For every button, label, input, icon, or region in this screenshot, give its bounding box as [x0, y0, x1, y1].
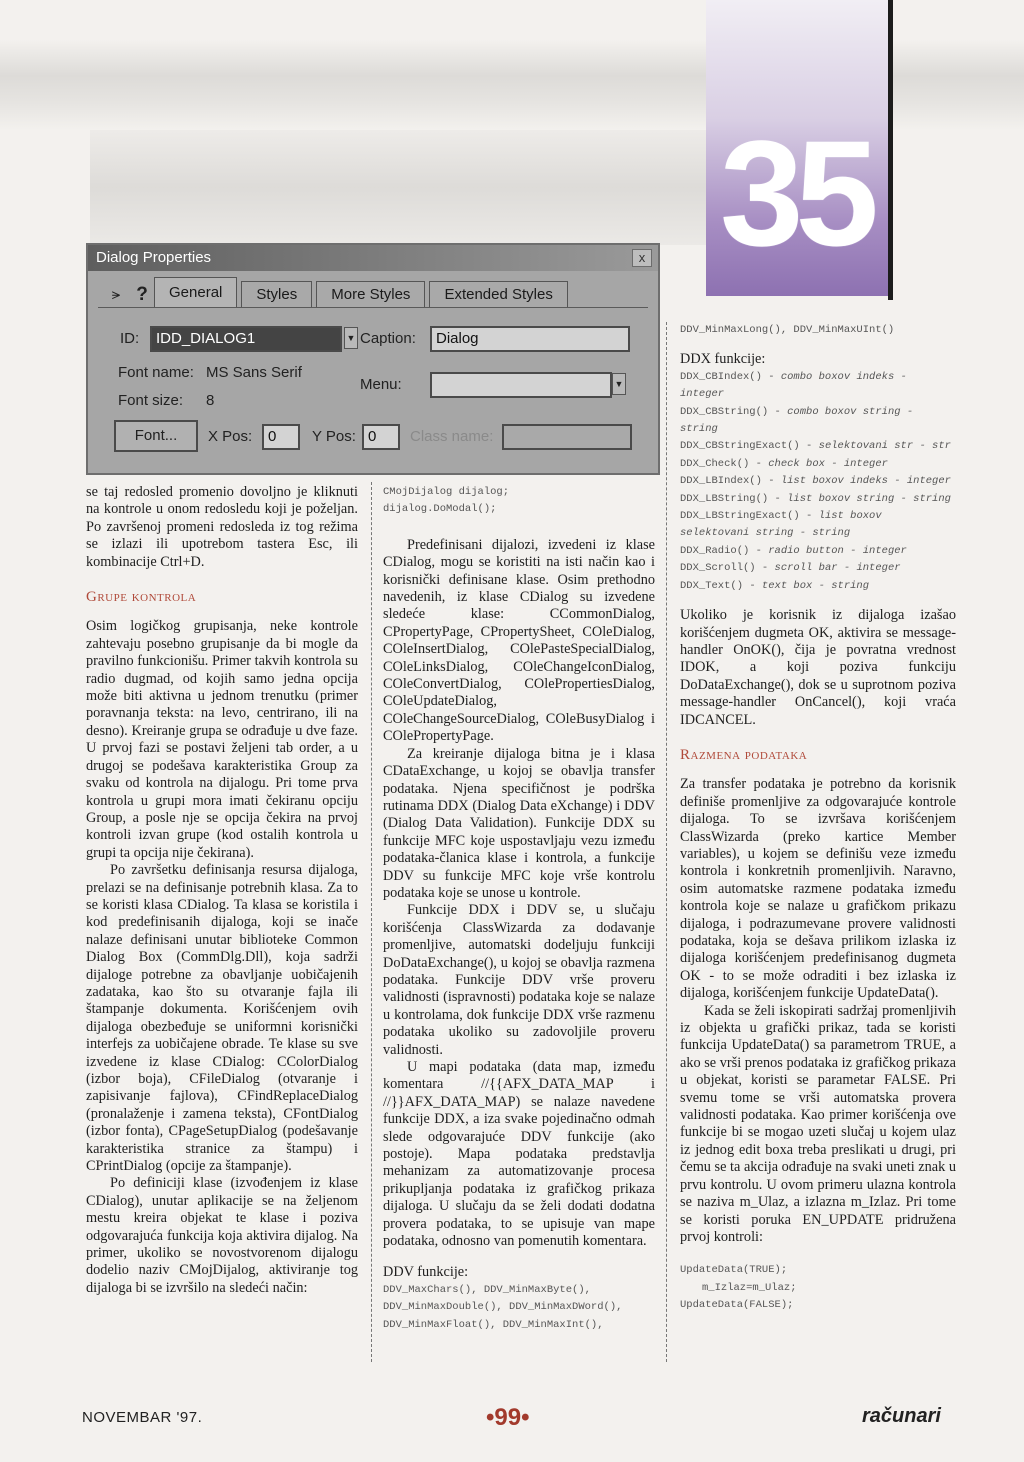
ddx-function-name: DDX_LBIndex() [680, 475, 762, 488]
column-divider-1 [371, 482, 372, 1362]
ddv-line: DDV_MinMaxFloat(), DDV_MinMaxInt(), [383, 1318, 604, 1331]
col3-paragraph-2: Za transfer podataka je potrebno da korisnik definiše promenljive za odgovarajuće kontrole dijaloga. To se izvršava korišćenjem ClassWizarda (preko kartice Member variables), u kojem se definišu veze između kontrola i konkretnih promenljivih. Naravno, osim automatske razmene podataka između kontrola koje se nalaze u grafičkom prikazu dijaloga, i podrazumevane provere validnosti podataka, koja se dešava prilikom izlaska iz dijaloga korišćenjem predefinisanog dugmeta OK - to se može odraditi i bez izlaska iz dijaloga, korišćenjem funkcije UpdateData(). [680, 776, 956, 1002]
tab-styles[interactable]: Styles [241, 281, 312, 307]
col3-paragraph-1: Ukoliko je korisnik iz dijaloga izašao korišćenjem dugmeta OK, aktivira se message-handler OnOK(), čija je povratna vrednost IDOK, a koji poziva funkciju DoDataExchange(), dok se u suprotnom poziva message-handler OnCancel(), koji vraća IDCANCEL. [680, 607, 956, 728]
ddx-function-description: list boxov string - string [787, 492, 951, 505]
ddx-function-description: list boxov indeks - integer [780, 475, 951, 488]
ddx-line [680, 456, 956, 473]
ddx-line [680, 438, 956, 455]
id-dropdown-icon[interactable]: ▼ [344, 327, 358, 349]
code-line: UpdateData(FALSE); [680, 1299, 794, 1312]
ddx-separator: - [761, 475, 781, 488]
pin-icon[interactable]: ⪫ [111, 286, 121, 303]
ddx-line [680, 560, 956, 577]
menu-dropdown-icon[interactable]: ▼ [612, 373, 626, 395]
ddx-line [680, 543, 956, 560]
col2-paragraph-1: Predefinisani dijalozi, izvedeni iz klase CDialog, mogu se koristiti na isti način kao i korisnički definisane klase. Osim prethodno navedenih, iz klase CDialog su izvedene sledeće klase: CCommonDialog, CPropertyPage, CPropertySheet, COleDialog, COleInsertDialog, COlePasteSpecialDialog, COleLinksDialog, COleChangeIconDialog, COleConvertDialog, COlePropertiesDialog, COleUpdateDialog, COleChangeSourceDialog, COleBusyDialog i COlePropertyPage. [383, 536, 655, 745]
ddx-function-description: check box - integer [768, 457, 888, 470]
ddv-line: DDV_MaxChars(), DDV_MinMaxByte(), [383, 1283, 591, 1296]
ddx-functions-label: DDX funkcije: [680, 351, 766, 368]
ddx-line [680, 473, 956, 490]
col3-heading: Razmena podataka [680, 746, 808, 763]
ddx-function-name: DDX_CBString() [680, 405, 769, 418]
close-icon[interactable]: x [632, 249, 652, 267]
ddx-function-name: DDX_CBStringExact() [680, 440, 800, 453]
help-icon[interactable]: ? [136, 284, 148, 305]
right-edge-bar [888, 0, 893, 300]
caption-label: Caption: [360, 330, 416, 347]
dialog-properties-window [86, 243, 660, 475]
footer-page-number: •99• [486, 1404, 530, 1431]
dialog-general-panel [98, 307, 648, 463]
font-name-label: Font name: [118, 364, 194, 381]
menu-label: Menu: [360, 376, 402, 393]
ddx-function-description: selektovani str - str [818, 440, 951, 453]
id-field[interactable]: IDD_DIALOG1 [150, 326, 342, 352]
ypos-label: Y Pos: [312, 428, 356, 445]
ddx-separator: - [743, 579, 762, 592]
col1-paragraph-1: Osim logičkog grupisanja, neke kontrole zahtevaju posebno grupisanje da bi mogle da pravilno funkcionišu. Primer takvih kontrola su radio dugmad, od kojih samo jedna opcija može biti aktivna u jednom trenutku (primer poravnanja teksta: na levo, centrirano, ili na desno). Kreiranje grupa se odrađuje u dve faze. U prvoj fazi se postavi željeni tab order, a u drugoj se podešava karakteristika Group za svaku od kontrola na dijalogu. Pri tome prva kontrola u grupi mora imati čekiranu opciju Group, a posle nje se opcija čekira na prvoj kontroli izvan grupe (kod ostalih kontrola u grupi ta opcija nije čekirana). [86, 618, 358, 861]
column-1 [86, 484, 358, 1297]
ddx-function-description: list boxov selektovani string - string [680, 510, 882, 540]
ddx-function-name: DDX_Scroll() [680, 562, 756, 575]
font-size-label: Font size: [118, 392, 184, 409]
ddx-separator: - [749, 457, 769, 470]
ypos-field[interactable]: 0 [362, 424, 400, 450]
id-label: ID: [120, 330, 140, 347]
background-ghost-title [90, 130, 730, 245]
col1-heading: Grupe kontrola [86, 589, 197, 606]
ddx-line [680, 404, 956, 439]
ddx-function-name: DDX_Check() [680, 457, 750, 470]
col1-intro-paragraph: se taj redosled promenio dovoljno je kliknuti na kontrole u onom redosledu koji je poželjan. Po završenoj promeni redosleda iz tog režima se izlazi ili upotrebom tastera Esc, ili kombinacije Ctrl+D. [86, 484, 358, 570]
ddx-separator: - [755, 562, 775, 575]
column-3 [680, 322, 956, 1315]
font-button[interactable]: Font... [114, 420, 198, 452]
footer-magazine-name: računari [862, 1405, 941, 1427]
col2-paragraph-4: U mapi podataka (data map, između komentara //{{AFX_DATA_MAP i //}}AFX_DATA_MAP) se nalaze navedene funkcije DDX, a iza svake pojedinačno odmah slede odgovarajuće DDV funkcije (ako postoje). Mapa podataka predstavlja mehanizam za automatizovanje procesa prikupljanja podataka iz grafičkog prikaza dijaloga. U slučaju da se želi dodati dodatna provera podataka, to se upisuje van mape podataka, odnosno van pomenutih komentara. [383, 1059, 655, 1250]
code-line: CMojDijalog dijalog; [383, 486, 510, 498]
code-line: dijalog.DoModal(); [383, 503, 497, 516]
ddx-line [680, 508, 956, 543]
ddx-function-name: DDX_LBStringExact() [680, 510, 800, 523]
tab-extended-styles[interactable]: Extended Styles [429, 281, 567, 307]
ddx-function-description: text box - string [761, 579, 870, 592]
ddx-separator: - [768, 492, 788, 505]
col2-paragraph-3: Funkcije DDX i DDV se, u slučaju korišćenja ClassWizarda za dodavanje promenljive, automatski dodeljuju funkciji DoDataExchange(), u kojoj se obavlja razmena podataka. Funkcije DDV vrše proveru validnosti (ispravnosti) podataka koje se nalaze u kontrolama, dok funkcije DDX vrše razmenu podataka ukoliko su zadovoljile proveru validnosti. [383, 902, 655, 1058]
ddx-line [680, 369, 956, 404]
ddx-line [680, 578, 956, 595]
col3-paragraph-3: Kada se želi iskopirati sadržaj promenljivih iz objekta u grafički prikaz, tada se koristi funkcija UpdateData() sa parametrom TRUE, a ako se vrši prenos podataka iz grafičkog prikaza u objekat, koristi se parametar FALSE. Pri svemu tome se vrši automatska provera validnosti podataka. Kao primer korišćenja ove funkcije bi se mogao uzeti slučaj u kojem ulaz iz jednog edit boxa treba preslikati u drugi, pri čemu se ta akcija odrađuje na svaki uneti znak u prvu kontrolu. U ovom primeru ulazna kontrola se naziva m_Ulaz, a izlazna m_Izlaz. Pri tome se koristi poruka EN_UPDATE pridružena prvoj kontroli: [680, 1002, 956, 1245]
xpos-field[interactable]: 0 [262, 424, 300, 450]
code-line: m_Izlaz=m_Ulaz; [702, 1281, 797, 1294]
ddx-function-list [680, 369, 956, 595]
ddx-function-name: DDX_Radio() [680, 544, 750, 557]
ddx-function-name: DDX_LBString() [680, 492, 769, 505]
code-line: UpdateData(TRUE); [680, 1264, 788, 1277]
ddv-line: DDV_MinMaxDouble(), DDV_MinMaxDWord(), [383, 1301, 623, 1314]
ddx-separator: - [761, 370, 781, 383]
ddx-function-name: DDX_Text() [680, 579, 744, 592]
ddx-separator: - [768, 405, 788, 418]
ddx-separator: - [749, 544, 769, 557]
col1-paragraph-2: Po završetku definisanja resursa dijaloga, prelazi se na definisanje potrebnih klasa. Za to se koristi klasa CDialog. Ta klasa se koristila i kod predefinisanih dijaloga, koji se inače nalaze definisani unutar biblioteke Common Dialog Box (CommDlg.Dll), koja sadrži dijaloge potrebne za obavljanje uobičajenih zadataka, kao što su otvaranje fajla ili štampanje dokumenta. Korišćenjem ovih dijaloga obezbeđuje se uniformni korisnički interfejs za uobičajene obrade. Te klase su sve izvedene iz klase CDialog: CColorDialog (izbor boja), CFileDialog (otvaranje i zapisivanje fajlova), CFindReplaceDialog (pronalaženje i zamena teksta), CFontDialog (izbor fonta), CPageSetupDialog (podešavanje karakteristika stranice za štampu) i CPrintDialog (opcije za štampanje). [86, 862, 358, 1175]
ddx-separator: - [799, 510, 819, 523]
class-name-field[interactable] [502, 424, 632, 450]
class-name-label: Class name: [410, 428, 494, 445]
ddx-line [680, 491, 956, 508]
caption-field[interactable]: Dialog [430, 326, 630, 352]
dialog-title: Dialog Properties [96, 249, 212, 266]
ddx-function-description: radio button - integer [768, 544, 907, 557]
dialog-title-bar [88, 245, 658, 271]
column-2 [383, 484, 655, 1334]
ddx-function-name: DDX_CBIndex() [680, 370, 762, 383]
ddx-function-description: scroll bar - integer [774, 562, 901, 575]
ddx-function-description: combo boxov indeks - integer [680, 370, 907, 401]
ddx-function-description: combo boxov string - string [680, 405, 914, 436]
section-number-box [706, 0, 888, 296]
menu-field[interactable] [430, 372, 612, 398]
font-size-value: 8 [206, 392, 215, 409]
footer-issue-date: NOVEMBAR '97. [82, 1409, 203, 1426]
tab-general[interactable]: General [154, 277, 237, 307]
ddx-separator: - [799, 440, 819, 453]
col2-paragraph-2: Za kreiranje dijaloga bitna je i klasa CDataExchange, u kojoj se obavlja transfer podataka. Njena specifičnost je podrška rutinama DDX (Dialog Data eXchange) i DDV (Dialog Data Validation). Funkcije DDX su funkcije MFC koje uspostavljaju vezu između podataka-članica klase i kontrola, a funkcije DDV su funkcije MFC koje vrše kontrolu podataka koje se unose u kontrole. [383, 745, 655, 901]
ddv-line: DDV_MinMaxLong(), DDV_MinMaxUInt() [680, 324, 895, 336]
column-divider-2 [666, 322, 667, 1362]
tab-more-styles[interactable]: More Styles [316, 281, 425, 307]
ddv-functions-label: DDV funkcije: [383, 1264, 469, 1281]
section-number: 35 [720, 109, 871, 277]
col1-paragraph-3: Po definiciji klase (izvođenjem iz klase CDialog), unutar aplikacije se na željenom mestu kreira objekat te klase i poziva odgovarajuća funkcija koja aktivira dijalog. Na primer, ukoliko se novostvorenom dijalogu dodelio naziv CMojDijalog, aktiviranje tog dijaloga bi se izvršilo na sledeći način: [86, 1175, 358, 1296]
font-name-value: MS Sans Serif [206, 364, 302, 381]
dialog-tab-strip [102, 277, 572, 307]
xpos-label: X Pos: [208, 428, 253, 445]
